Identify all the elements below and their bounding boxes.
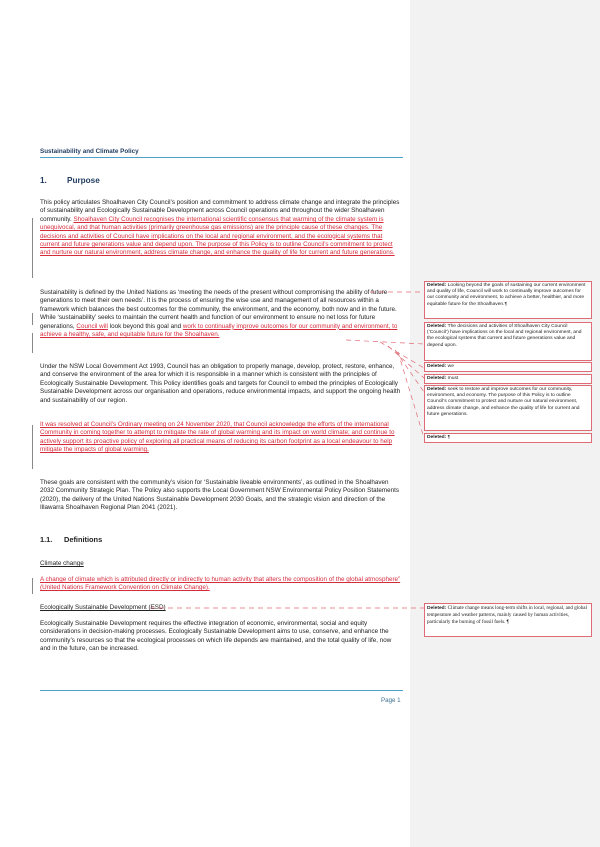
balloon-text: ¶ bbox=[447, 435, 451, 440]
balloon-label: Deleted: bbox=[427, 324, 447, 329]
connector-line bbox=[398, 352, 424, 438]
deletion-balloon[interactable] bbox=[424, 374, 592, 384]
balloon-label: Deleted: bbox=[427, 435, 447, 440]
balloon-label: Deleted: bbox=[427, 283, 447, 288]
deletion-balloon[interactable] bbox=[424, 385, 592, 431]
balloon-label: Deleted: bbox=[427, 364, 447, 369]
balloon-label: Deleted: bbox=[427, 606, 447, 611]
term-climate-change: Climate change bbox=[40, 560, 84, 567]
section-number: 1. bbox=[40, 176, 47, 185]
page-number: Page 1 bbox=[381, 697, 401, 704]
inserted-text: Shoalhaven City Council recognises the international scientific consensus that warming of the climate system is unequivocal, and that human activities (primarily greenhouse gas emissions) are the principle cause of these changes. The decisions and activities of Council have implications on the local and regional environment, and the ecological systems that current and future generations value and depend upon. The purpose of this Policy is to outline Council’s commitment to protect and nurture our natural environment, address climate change, and enhance the quality of life for current and future generations. bbox=[40, 215, 395, 257]
deletion-balloon[interactable] bbox=[424, 281, 592, 319]
paragraph-text: look beyond this goal and bbox=[109, 322, 182, 330]
term-esd: Ecologically Sustainable Development (ESD) bbox=[40, 604, 166, 611]
purpose-paragraph-5: These goals are consistent with the community’s vision for ‘Sustainable liveable environments’, as outlined in the Shoalhaven 2032 Community Strategic Plan. The Policy also supports the Local Government NSW Environmental Policy Position Statements (2020), the delivery of the United Nations Sustainable Development 2030 Goals, and the strategic vision and direction of the Illawarra Shoalhaven Regional Plan 2041 (2021). bbox=[40, 479, 399, 512]
balloon-text: must bbox=[447, 376, 459, 381]
deletion-balloon[interactable] bbox=[424, 322, 592, 361]
balloon-text: The decisions and activities of Shoalhaven City Council (‘Council’) have implications on the local and regional environment, and the ecological systems that current and future generations value and depend upon. bbox=[427, 324, 582, 348]
balloon-text: Climate change means long-term shifts in local, regional, and global temperature and weather patterns, mainly caused by human activities, particularly the burning of fossil fuels. ¶ bbox=[427, 605, 587, 626]
connector-line bbox=[346, 340, 424, 344]
subsection-title: Definitions bbox=[64, 535, 103, 544]
subsection-number: 1.1. bbox=[40, 535, 53, 544]
balloon-text: Looking beyond the goals of sustaining our current environment and quality of life, Council will work to continually improve outcomes for our community and environment, to achieve a better, healthier, and more equitable future for the Shoalhaven.¶ bbox=[427, 283, 586, 307]
inserted-text: A change of climate which is attributed directly or indirectly to human activity that alters the composition of the global atmosphere” (United Nations Framework Convention on Climate Change). bbox=[40, 576, 401, 592]
inserted-text: work to continually improve outcomes for our community and environment, to achieve a healthy, safe, and equitable future for the Shoalhaven. bbox=[40, 322, 398, 339]
paragraph-text: Sustainability is defined by the United Nations as ‘meeting the needs of the present without compromising the ability of future generations to meet their own needs’. It is the process of ensuring the wise use and management of all resources within a framework which balances the best outcomes for the community, the environment, and the economy, both now and in the future. bbox=[40, 289, 397, 313]
deletion-balloon[interactable] bbox=[424, 362, 592, 372]
purpose-paragraph-3: Under the NSW Local Government Act 1993, Council has an obligation to properly manage, develop, protect, restore, enhance, and conserve the environment of the area for which it is responsible in a manner which is consistent with the principles of Ecologically Sustainable Development. This Policy identifies goals and targets for Council to embed the principles of Ecologically Sustainable Development across our organisation and operations, reduce environmental impacts, and support the ongoing health and sustainability of our region. bbox=[40, 363, 401, 404]
balloon-label: Deleted: bbox=[427, 376, 447, 381]
deletion-balloon[interactable] bbox=[424, 603, 592, 637]
balloon-label: Deleted: bbox=[427, 387, 447, 392]
connector-line bbox=[388, 346, 424, 378]
paragraph-text: While ‘sustainability’ seeks to maintain the current health and function of our environment to ensure no net loss for future generations, bbox=[40, 314, 376, 330]
deletion-balloon[interactable] bbox=[424, 433, 592, 443]
paragraph-text: This policy articulates Shoalhaven City Council’s position and commitment to address climate change and integrate the principles of sustainability and Ecologically Sustainable Development across Council operations and throughout the wider Shoalhaven community. bbox=[40, 199, 400, 223]
esd-definition: Ecologically Sustainable Development requires the effective integration of economic, environmental, social and equity considerations in decision-making processes. Ecologically Sustainable Development aims to use, conserve, and enhance the community’s resources so that the ecological processes on which life depends are maintained, and the total quality of life, now and in the future, can be increased. bbox=[40, 620, 392, 653]
inserted-text: It was resolved at Council’s Ordinary meeting on 24 November 2020, that Council acknowledge the efforts of the international Community in coming together to attempt to mitigate the rate of global warming and its impact on world climate; and continue to actively support its proactive policy of exploring all practical means of reducing its carbon footprint as a local endeavour to help mitigate the impacts of global warming. bbox=[40, 421, 395, 454]
document-header: Sustainability and Climate Policy bbox=[40, 148, 139, 155]
balloon-text: we bbox=[447, 364, 454, 369]
section-title: Purpose bbox=[67, 176, 100, 185]
inserted-text: Council will bbox=[76, 322, 108, 330]
balloon-text: seek to restore and improve outcomes for our community, environment, and economy. The purpose of this Policy is to outline Council’s commitment to protect and nurture our natural environment, address climate change, and enhance the quality of life for current and future generations. bbox=[427, 387, 580, 417]
